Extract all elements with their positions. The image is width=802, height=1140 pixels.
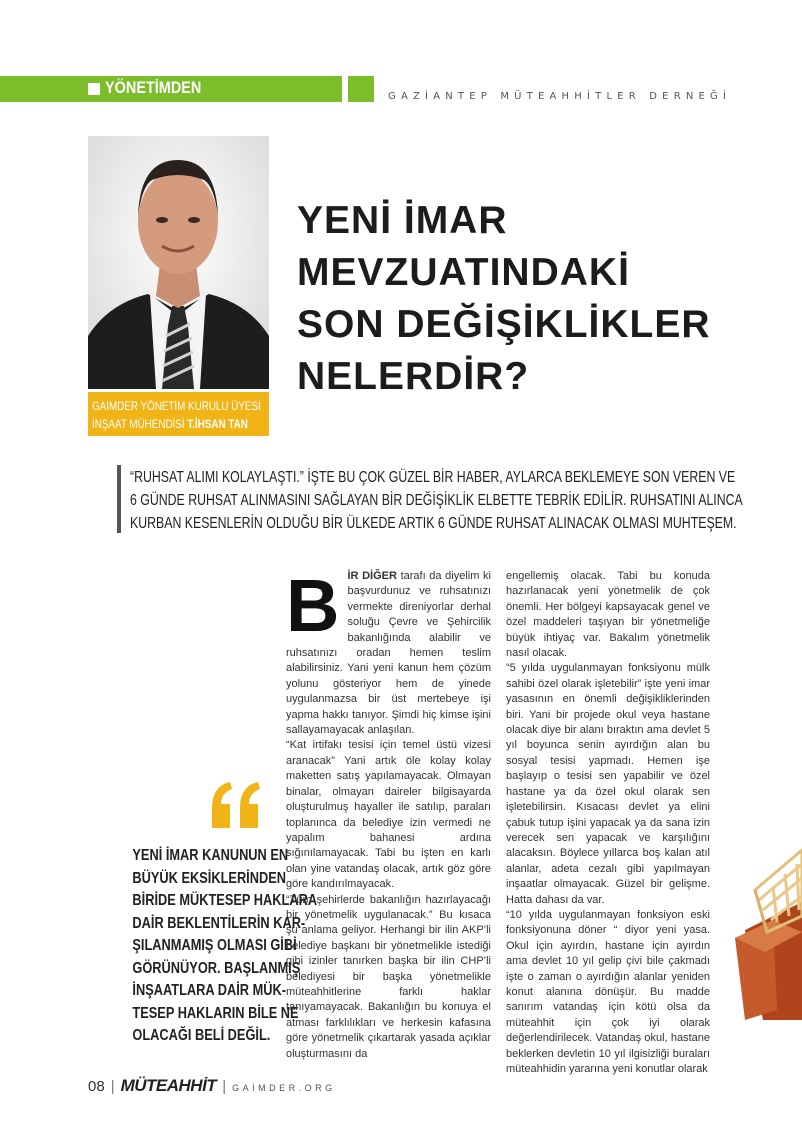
magazine-logo: MÜTEAHHİT	[120, 1076, 217, 1095]
section-square-icon	[88, 83, 100, 95]
website-link[interactable]: GAİMDER.ORG	[232, 1083, 336, 1093]
body-paragraph: “Kat irtifakı tesisi için temel üstü vizesi aranacak” Yani artık öle kolay kolay maketten satış yapılamayacak. Olmayan binalar, olmayan daireler bilgisayarda oluşturulmuş hayaller ile satılıp, paraları toplanınca da belediye izin vermedi ne yapalım bahanesi ardına sığınılamayacak. Tabi bu işten en karlı olan yine vatandaş olacak, artık göz göre göre kandırılmayacak.	[286, 739, 491, 891]
lead-line: 6 GÜNDE RUHSAT ALINMASINI SAĞLAYAN BİR DEĞİŞİKLİK ELBETTE TEBRİK EDİLİR. RUHSATINI ALINCA	[130, 492, 743, 509]
pull-quote-line: OLACAĞI BELİ DEĞİL.	[132, 1027, 271, 1044]
footer-separator: |	[110, 1078, 115, 1095]
author-caption	[88, 392, 269, 436]
footer-separator: |	[222, 1078, 227, 1095]
title-line: NELERDİR?	[297, 355, 530, 398]
author-name: T.İHSAN TAN	[187, 417, 248, 431]
body-paragraph: “5 yılda uygulanmayan fonksiyonu mülk sahibi özel olarak işletebilir” işte yeni imar yasasının en önemli değişikliklerinden biri. Yani bir projede okul veya hastane olacak diye bir alanı bıraktın ama devlet 5 yıl boyunca senin ayırdığın alan bu sosyal tesisi yapmadı. Hemen işe başlayıp o tesisi sen yapabilir ve özel hastane ya da özel okul olarak sen işletebilirsin. Kısacası devlet ya elini çabuk tutup işini yapacak ya da sana izin verecek sen yapacak ve karşılığını alacaksın. Böylece yıllarca boş kalan atıl alanlar, adeta cezalı gibi yapılmayan inşaatlar olmayacak. Güzel bir gelişme. Hatta dahası da var.	[506, 662, 710, 906]
intro-text: tarafı da diyelim ki başvurdunuz ve ruhsatınızı vermekte direniyorlar derhal soluğu Çevre ve Şehircilik bakanlığında alabilir ve ruhsatınızı oradan hemen teslim alabilirsiniz. Yani yeni kanun hem çözüm yolunu gösteriyor hem de yinede uygulanmazsa bir üst mertebeye işi yapma hakkı tanıyor. Şimdi hiç kimse işini sallayamayacak anlaşılan.	[286, 570, 491, 737]
pull-quote-line: YENİ İMAR KANUNUN EN	[132, 847, 289, 864]
title-line: MEVZUATINDAKİ	[297, 251, 630, 294]
lead-line: KURBAN KESENLERİN OLDUĞU BİR ÜLKEDE ARTIK 6 GÜNDE RUHSAT ALINACAK OLMASI MUHTEŞEM.	[130, 515, 737, 532]
intro-bold: İR DİĞER	[347, 570, 397, 582]
lead-accent-bar	[117, 465, 121, 533]
body-column-1	[286, 564, 491, 1062]
pull-quote-line: BÜYÜK EKSİKLERİNDEN	[132, 869, 287, 887]
body-paragraph: “Tüm şehirlerde bakanlığın hazırlayacağı bir yönetmelik uygulanacak.” Bu kısaca şu anlama geliyor. Herhangi bir ilin AKP’li belediye başkanı bir yönetmelikle istediği gibi izinler tanırken başka bir ilin CHP’li belediyesi bir başka yönetmelikle müteahhitlerine farklı haklar tanıyamayacak. Bakanlığın bu konuya el atması farklılıkları ve herkesin kafasına göre yönetmelik çıkartarak yasada açıklar oluşturmasını da	[286, 893, 491, 1060]
page-number: 08	[88, 1078, 105, 1095]
pull-quote-line: İNŞAATLARA DAİR MÜK-	[132, 982, 286, 999]
section-label: YÖNETİMDEN	[105, 78, 202, 97]
pull-quote-line: ŞILANMAMIŞ OLMASI GİBİ	[132, 937, 297, 954]
header-accent-square	[348, 76, 374, 102]
quote-icon	[208, 780, 263, 830]
author-photo	[88, 136, 269, 389]
author-portrait-image	[88, 136, 269, 389]
body-column-2	[506, 569, 710, 1077]
body-paragraph: “10 yılda uygulanmayan fonksiyon eski fonksiyonuna döner “ diyor yeni yasa. Okul için ayırdın, hastane için ayırdın ama devlet 10 yıl gelip çivi bile çakmadı işte o zaman o ayırdığın alanlar yeniden konut alanına dönüşür. Bu madde sanırım vatandaş için kötü olsa da müteahhit için çok iyi olarak değerlendirilecek. Vatandaş okul, hastane beklerken devletin 10 yıl ilgisizliği buraları müteahhidin yararına yeni konutlar olarak	[506, 908, 710, 1075]
lead-line: “RUHSAT ALIMI KOLAYLAŞTI.” İŞTE BU ÇOK GÜZEL BİR HABER, AYLARCA BEKLEMEYE SON VEREN VE	[130, 469, 736, 486]
pull-quote	[100, 845, 318, 1048]
pull-quote-line: GÖRÜNÜYOR. BAŞLANMIŞ	[132, 959, 301, 977]
title-line: YENİ İMAR	[297, 199, 508, 242]
author-title-line	[92, 417, 248, 431]
body-paragraph: engellemiş olacak. Tabi bu konuda hazırlanacak yeni yönetmelik de çok önemli. Her bölgeyi kapsayacak genel ve özel maddeleri taşıyan bir yönetmeliğe büyük ihtiyaç var. Bakalım yönetmelik nasıl olacak.	[506, 570, 710, 660]
article-title	[297, 195, 777, 403]
pull-quote-line: DAİR BEKLENTİLERİN KAR-	[132, 914, 306, 932]
author-role: GAİMDER YÖNETİM KURULU ÜYESİ	[92, 399, 261, 413]
author-profession: İNŞAAT MÜHENDİSİ	[92, 417, 188, 431]
construction-illustration	[715, 820, 802, 1020]
lead-paragraph	[130, 466, 770, 535]
pull-quote-line: BİRİDE MÜKTESEP HAKLARA	[132, 892, 318, 909]
pull-quote-line: TESEP HAKLARIN BİLE NE	[132, 1004, 299, 1022]
title-line: SON DEĞİŞİKLİKLER	[297, 303, 711, 346]
association-name: GAZİANTEP MÜTEAHHİTLER DERNEĞİ	[388, 91, 732, 102]
page-footer	[88, 1076, 336, 1096]
drop-cap: B	[286, 564, 340, 647]
